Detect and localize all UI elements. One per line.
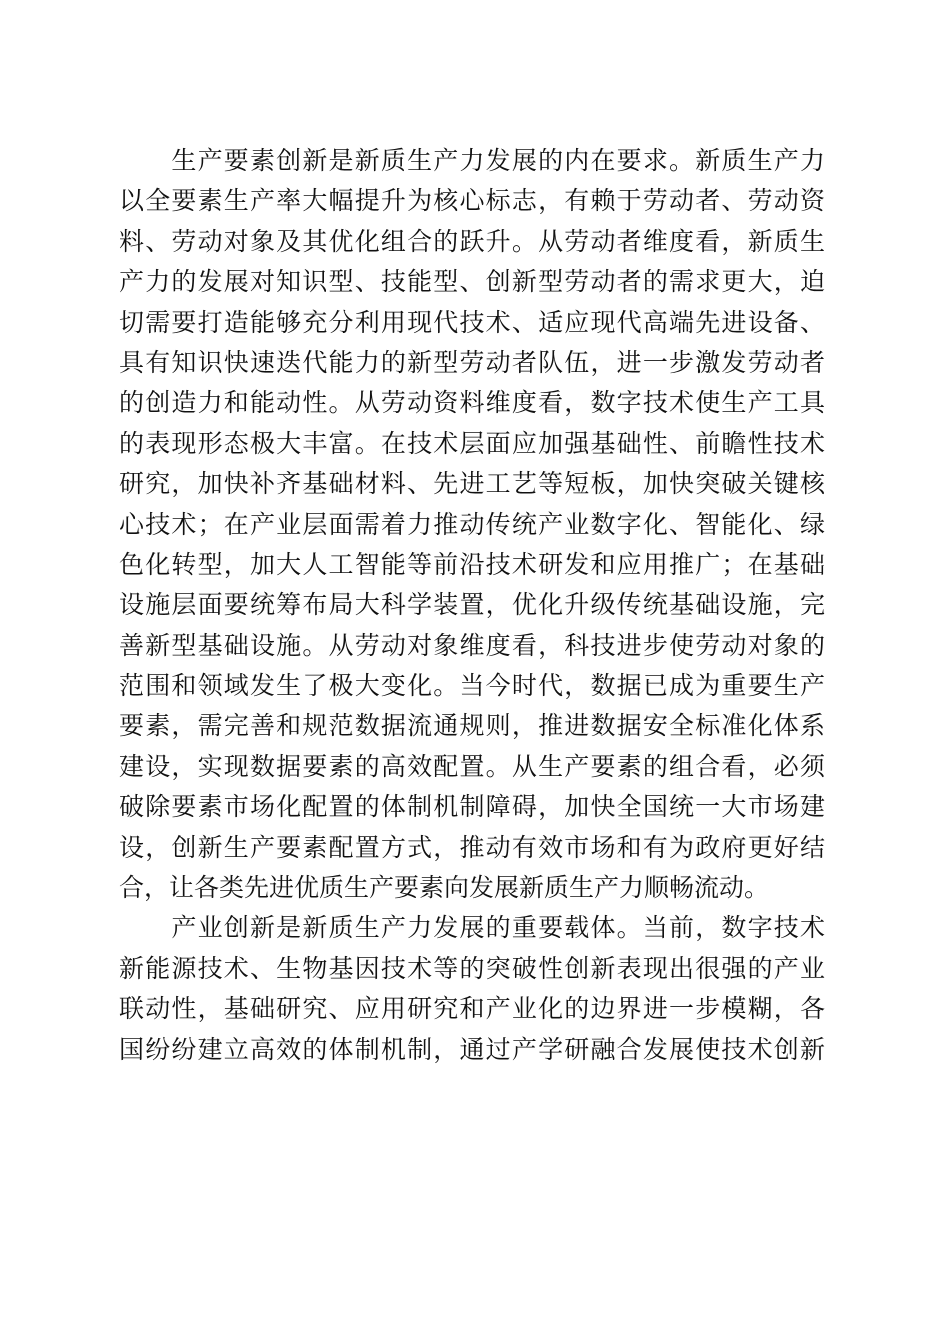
text-line: 新能源技术、生物基因技术等的突破性创新表现出很强的产业 (119, 953, 825, 983)
paragraph-production-factors (119, 141, 825, 908)
text-line: 生产要素创新是新质生产力发展的内在要求。新质生产力 (119, 146, 825, 175)
article-body (119, 141, 825, 1070)
text-line: 建设，实现数据要素的高效配置。从生产要素的组合看，必须 (119, 751, 825, 781)
text-line: 合，让各类先进优质生产要素向发展新质生产力顺畅流动。 (119, 873, 770, 903)
text-line: 产业创新是新质生产力发展的重要载体。当前，数字技术 (119, 913, 825, 943)
text-line: 料、劳动对象及其优化组合的跃升。从劳动者维度看，新质生 (119, 226, 825, 256)
text-line: 国纷纷建立高效的体制机制，通过产学研融合发展使技术创新 (119, 1034, 825, 1064)
text-line: 破除要素市场化配置的体制机制障碍，加快全国统一大市场建 (119, 792, 825, 822)
text-line: 心技术；在产业层面需着力推动传统产业数字化、智能化、绿 (119, 509, 825, 539)
text-line: 设施层面要统筹布局大科学装置，优化升级传统基础设施，完 (119, 590, 825, 620)
text-line: 的创造力和能动性。从劳动资料维度看，数字技术使生产工具 (119, 388, 825, 418)
text-line: 善新型基础设施。从劳动对象维度看，科技进步使劳动对象的 (119, 630, 825, 660)
text-line: 色化转型，加大人工智能等前沿技术研发和应用推广；在基础 (119, 549, 825, 579)
text-line: 范围和领域发生了极大变化。当今时代，数据已成为重要生产 (119, 671, 825, 701)
text-line: 切需要打造能够充分利用现代技术、适应现代高端先进设备、 (119, 307, 825, 337)
text-line: 具有知识快速迭代能力的新型劳动者队伍，进一步激发劳动者 (119, 347, 825, 377)
text-line: 联动性，基础研究、应用研究和产业化的边界进一步模糊，各 (119, 994, 825, 1024)
paragraph-industrial-innovation (119, 908, 825, 1070)
text-line: 研究，加快补齐基础材料、先进工艺等短板，加快突破关键核 (119, 469, 825, 499)
text-line: 产力的发展对知识型、技能型、创新型劳动者的需求更大，迫 (119, 267, 825, 297)
text-line: 要素，需完善和规范数据流通规则，推进数据安全标准化体系 (119, 711, 825, 741)
text-line: 设，创新生产要素配置方式，推动有效市场和有为政府更好结 (119, 832, 825, 862)
text-line: 的表现形态极大丰富。在技术层面应加强基础性、前瞻性技术 (119, 428, 825, 458)
text-line: 以全要素生产率大幅提升为核心标志，有赖于劳动者、劳动资 (119, 186, 825, 216)
